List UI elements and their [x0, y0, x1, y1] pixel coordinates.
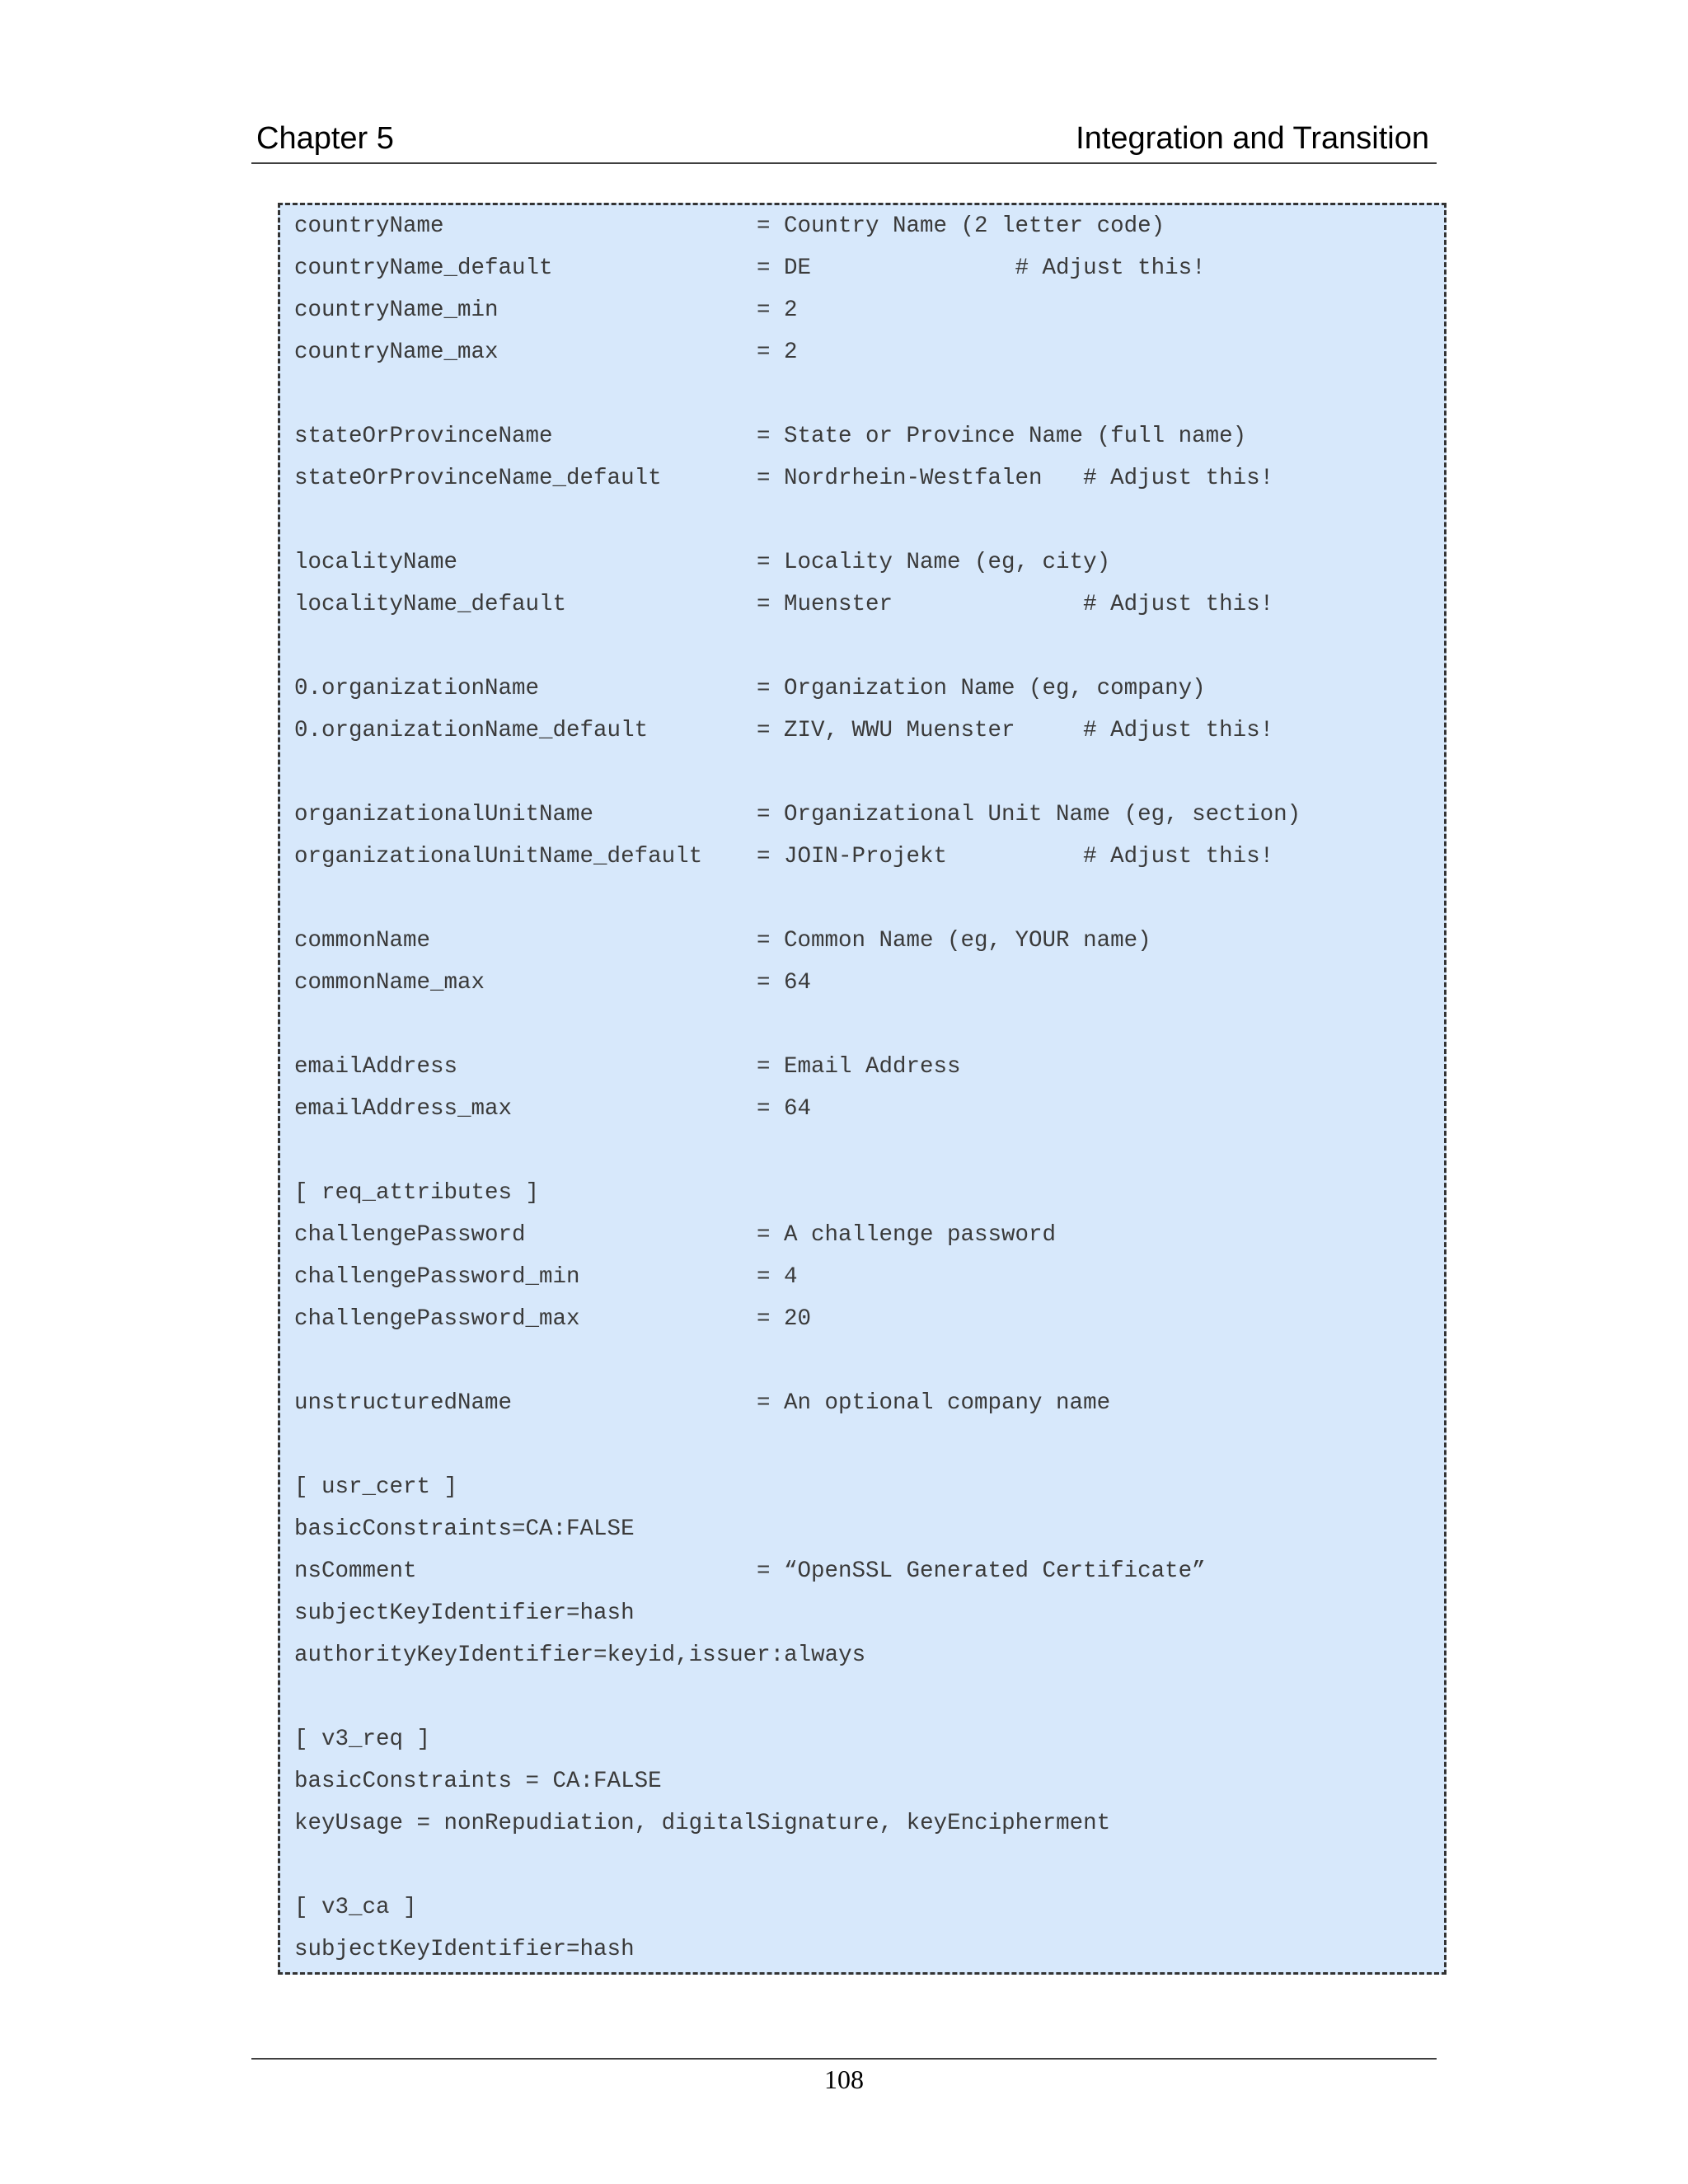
config-key: stateOrProvinceName_default — [294, 466, 662, 491]
config-key: commonName_max — [294, 970, 485, 996]
config-value: = State or Province Name (full name) — [757, 424, 1247, 449]
code-line — [294, 1470, 1444, 1512]
code-line — [294, 798, 1444, 840]
code-line — [294, 966, 1444, 1008]
code-line — [294, 588, 1444, 630]
config-key: nsComment — [294, 1558, 417, 1584]
config-key: countryName_max — [294, 340, 499, 365]
config-value: = 64 — [757, 970, 812, 996]
config-value: = ZIV, WWU Muenster # Adjust this! — [757, 718, 1274, 743]
config-value: = Nordrhein-Westfalen # Adjust this! — [757, 466, 1274, 491]
blank-line — [294, 1134, 1444, 1176]
chapter-title: Chapter 5 — [256, 121, 394, 156]
config-key: challengePassword — [294, 1222, 526, 1248]
code-line — [294, 1891, 1444, 1933]
section-heading: [ v3_ca ] — [294, 1895, 417, 1920]
config-value: = An optional company name — [757, 1390, 1111, 1416]
config-key: localityName — [294, 550, 458, 575]
code-line — [294, 546, 1444, 588]
config-line: subjectKeyIdentifier=hash — [294, 1601, 635, 1626]
config-key: localityName_default — [294, 592, 567, 617]
code-listing — [278, 203, 1447, 1975]
section-heading: [ usr_cert ] — [294, 1474, 458, 1500]
code-line — [294, 1807, 1444, 1849]
config-key: emailAddress — [294, 1054, 458, 1080]
config-value: = 64 — [757, 1096, 812, 1122]
config-value: = Muenster # Adjust this! — [757, 592, 1274, 617]
config-line: basicConstraints=CA:FALSE — [294, 1516, 635, 1542]
config-key: countryName_min — [294, 298, 499, 323]
config-value: = Common Name (eg, YOUR name) — [757, 928, 1151, 954]
code-line — [294, 1765, 1444, 1807]
config-line: keyUsage = nonRepudiation, digitalSignature, keyEncipherment — [294, 1811, 1111, 1836]
section-title: Integration and Transition — [1076, 121, 1429, 156]
code-line — [294, 1512, 1444, 1554]
page-footer — [251, 2058, 1437, 2094]
blank-line — [294, 1849, 1444, 1891]
code-line — [294, 1386, 1444, 1428]
config-line: authorityKeyIdentifier=keyid,issuer:always — [294, 1643, 866, 1668]
config-key: countryName_default — [294, 255, 553, 281]
config-value: = Organization Name (eg, company) — [757, 676, 1206, 701]
blank-line — [294, 1428, 1444, 1470]
config-key: emailAddress_max — [294, 1096, 513, 1122]
code-line — [294, 335, 1444, 377]
code-line — [294, 1302, 1444, 1344]
config-value: = A challenge password — [757, 1222, 1057, 1248]
blank-line — [294, 630, 1444, 672]
code-line — [294, 1638, 1444, 1680]
code-line — [294, 1933, 1444, 1975]
code-line — [294, 251, 1444, 293]
code-line — [294, 293, 1444, 335]
code-line — [294, 714, 1444, 756]
config-value: = Email Address — [757, 1054, 961, 1080]
code-line — [294, 1554, 1444, 1596]
code-line — [294, 924, 1444, 966]
section-heading: [ req_attributes ] — [294, 1180, 540, 1206]
config-value: = JOIN-Projekt # Adjust this! — [757, 844, 1274, 869]
config-key: stateOrProvinceName — [294, 424, 553, 449]
config-key: unstructuredName — [294, 1390, 513, 1416]
config-key: challengePassword_min — [294, 1264, 580, 1290]
blank-line — [294, 377, 1444, 419]
config-key: 0.organizationName — [294, 676, 540, 701]
page-header — [251, 120, 1437, 164]
config-key: countryName — [294, 213, 444, 239]
code-line — [294, 462, 1444, 504]
config-value: = 2 — [757, 298, 798, 323]
code-line — [294, 1050, 1444, 1092]
config-key: commonName — [294, 928, 431, 954]
code-line — [294, 1092, 1444, 1134]
page-number: 108 — [824, 2064, 864, 2094]
blank-line — [294, 756, 1444, 798]
config-value: = Locality Name (eg, city) — [757, 550, 1111, 575]
code-line — [294, 1176, 1444, 1218]
config-key: organizationalUnitName — [294, 802, 594, 827]
config-line: basicConstraints = CA:FALSE — [294, 1769, 662, 1794]
config-value: = 2 — [757, 340, 798, 365]
config-line: subjectKeyIdentifier=hash — [294, 1937, 635, 1962]
blank-line — [294, 504, 1444, 546]
config-value: = DE # Adjust this! — [757, 255, 1206, 281]
code-line — [294, 1596, 1444, 1638]
config-key: 0.organizationName_default — [294, 718, 649, 743]
code-line — [294, 840, 1444, 882]
code-line — [294, 672, 1444, 714]
blank-line — [294, 1344, 1444, 1386]
section-heading: [ v3_req ] — [294, 1727, 431, 1752]
config-key: organizationalUnitName_default — [294, 844, 703, 869]
config-value: = 20 — [757, 1306, 812, 1332]
blank-line — [294, 1680, 1444, 1722]
code-line — [294, 1260, 1444, 1302]
code-line — [294, 419, 1444, 462]
config-value: = Country Name (2 letter code) — [757, 213, 1165, 239]
blank-line — [294, 1008, 1444, 1050]
code-line — [294, 1218, 1444, 1260]
config-key: challengePassword_max — [294, 1306, 580, 1332]
blank-line — [294, 882, 1444, 924]
config-value: = 4 — [757, 1264, 798, 1290]
config-value: = Organizational Unit Name (eg, section) — [757, 802, 1301, 827]
config-value: = “OpenSSL Generated Certificate” — [757, 1558, 1206, 1584]
code-line — [294, 209, 1444, 251]
code-line — [294, 1722, 1444, 1765]
